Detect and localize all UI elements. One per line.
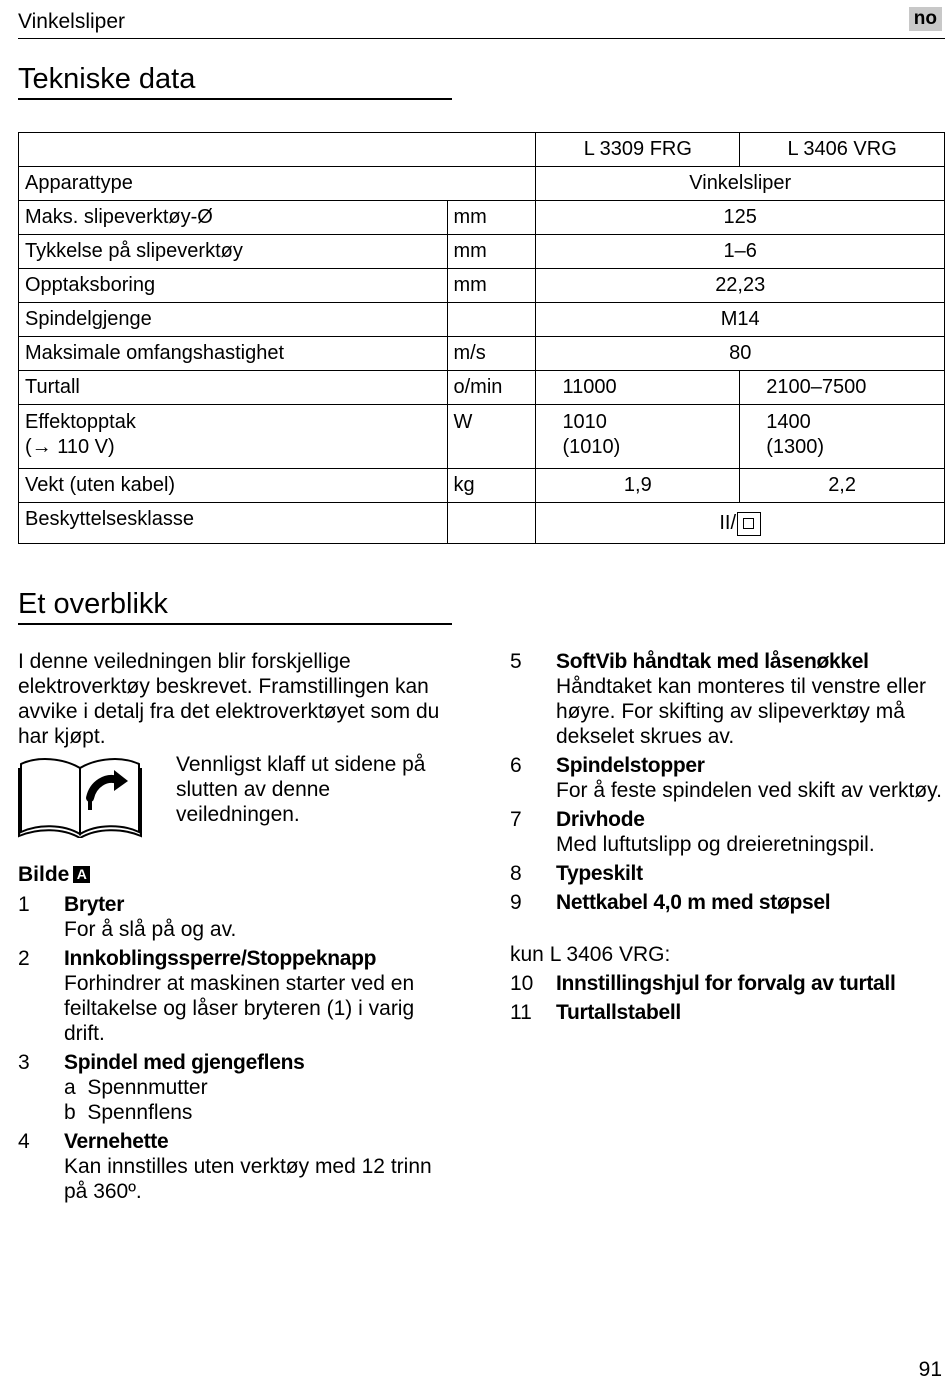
table-row [19,337,945,371]
list-item [18,892,450,942]
item-title: Vernehette [64,1130,169,1153]
item-desc: Forhindrer at maskinen starter ved en feiltakelse og låser bryteren (1) i varig drift. [64,972,415,1045]
item-number: 2 [18,947,30,970]
list-item [510,1000,944,1025]
power-label: Effektopptak [25,411,136,433]
protection-class-text: II/ [719,512,737,534]
item-number: 3 [18,1051,30,1074]
page-header-title: Vinkelsliper [18,10,125,33]
item-desc: For å slå på og av. [64,918,237,941]
item-title: Innstillingshjul for forvalg av turtall [556,972,896,995]
item-number: 9 [510,891,522,914]
row-value-vrg: 2100–7500 [740,371,945,405]
row-unit: mm [447,269,536,303]
intro-text: I denne veiledningen blir forskjellige elektroverktøy beskrevet. Framstillingen kan avvike i detalj fra det elektroverktøyet som du har kjøpt. [18,650,440,748]
row-value: Vinkelsliper [536,167,945,201]
row-value: 125 [536,201,945,235]
list-item [18,1129,450,1204]
row-label: Beskyttelsesklasse [19,503,448,544]
row-label: Apparattype [19,167,536,201]
tech-data-heading: Tekniske data [18,62,452,100]
row-value-frg [536,405,740,469]
power-value-110v: (1010) [562,436,621,458]
list-item [510,890,944,915]
list-item [18,946,450,1046]
row-value: M14 [536,303,945,337]
row-value-vrg: 2,2 [740,469,945,503]
row-unit: o/min [447,371,536,405]
overview-heading: Et overblikk [18,587,452,625]
list-item [18,1050,450,1125]
table-row [19,235,945,269]
item-title: Innkoblingssperre/Stoppeknapp [64,947,377,970]
row-unit: W [447,405,536,469]
left-column [18,649,450,749]
item-title: Nettkabel 4,0 m med støpsel [556,891,831,914]
row-label: Turtall [19,371,448,405]
row-unit [447,503,536,544]
tech-data-table [18,132,945,544]
header-rule [18,38,945,39]
items-left [18,862,450,1204]
item-title: Spindelstopper [556,754,705,777]
item-title: Spindel med gjengeflens [64,1051,305,1074]
power-value: 1010 [562,411,607,433]
table-row [19,503,945,544]
item-number: 7 [510,808,522,831]
row-unit [447,303,536,337]
row-label: Tykkelse på slipeverktøy [19,235,448,269]
power-value: 1400 [766,411,811,433]
figure-letter-badge: A [73,866,90,883]
book-fold-out-icon [18,754,142,838]
figure-label-text: Bilde [18,863,70,886]
double-insulation-icon [737,512,761,536]
table-row [19,405,945,469]
items-right [510,649,944,1025]
item-number: 1 [18,893,30,916]
power-label-voltage: (→ 110 V) [25,436,115,458]
list-item [510,971,944,996]
table-row [19,303,945,337]
row-value: 1–6 [536,235,945,269]
item-number: 8 [510,862,522,885]
item-number: 11 [510,1001,532,1024]
item-number: 4 [18,1130,30,1153]
row-value-vrg [740,405,945,469]
row-label: Spindelgjenge [19,303,448,337]
row-label: Maks. slipeverktøy-Ø [19,201,448,235]
item-sub-a: a Spennmutter [64,1076,208,1099]
row-unit: mm [447,235,536,269]
table-header-row [19,133,945,167]
row-value [536,503,945,544]
table-row [19,269,945,303]
item-number: 6 [510,754,522,777]
item-number: 5 [510,650,522,673]
table-row [19,371,945,405]
row-label: Maksimale omfangshastighet [19,337,448,371]
item-title: SoftVib håndtak med låsenøkkel [556,650,869,673]
item-title: Turtallstabell [556,1001,681,1024]
figure-label [18,862,450,887]
only-vrg-note: kun L 3406 VRG: [510,943,671,966]
item-title: Typeskilt [556,862,643,885]
power-value-110v: (1300) [766,436,825,458]
list-item [510,807,944,857]
model-l3406vrg: L 3406 VRG [740,133,945,167]
item-sub-b: b Spennflens [64,1101,193,1124]
row-value: 22,23 [536,269,945,303]
row-value: 80 [536,337,945,371]
list-item [510,861,944,886]
list-item [510,753,944,803]
table-row [19,167,945,201]
row-label [19,405,448,469]
model-l3309frg: L 3309 FRG [536,133,740,167]
row-unit: m/s [447,337,536,371]
item-title: Bryter [64,893,125,916]
row-label: Opptaksboring [19,269,448,303]
book-note: Vennligst klaff ut sidene på slutten av denne veiledningen. [176,753,426,826]
row-value-frg: 11000 [536,371,740,405]
row-unit: mm [447,201,536,235]
table-row [19,469,945,503]
item-desc: Med luftutslipp og dreieretningspil. [556,833,875,856]
item-desc: Håndtaket kan monteres til venstre eller høyre. For skifting av slipeverktøy må dekselet skrues av. [556,675,927,748]
item-title: Drivhode [556,808,645,831]
row-label: Vekt (uten kabel) [19,469,448,503]
language-badge: no [909,7,942,31]
item-number: 10 [510,972,534,995]
row-value-frg: 1,9 [536,469,740,503]
row-unit: kg [447,469,536,503]
list-item [510,649,944,749]
item-desc: For å feste spindelen ved skift av verktøy. [556,779,942,802]
table-row [19,201,945,235]
page-number: 91 [918,1358,942,1381]
item-desc: Kan innstilles uten verktøy med 12 trinn på 360º. [64,1155,432,1203]
